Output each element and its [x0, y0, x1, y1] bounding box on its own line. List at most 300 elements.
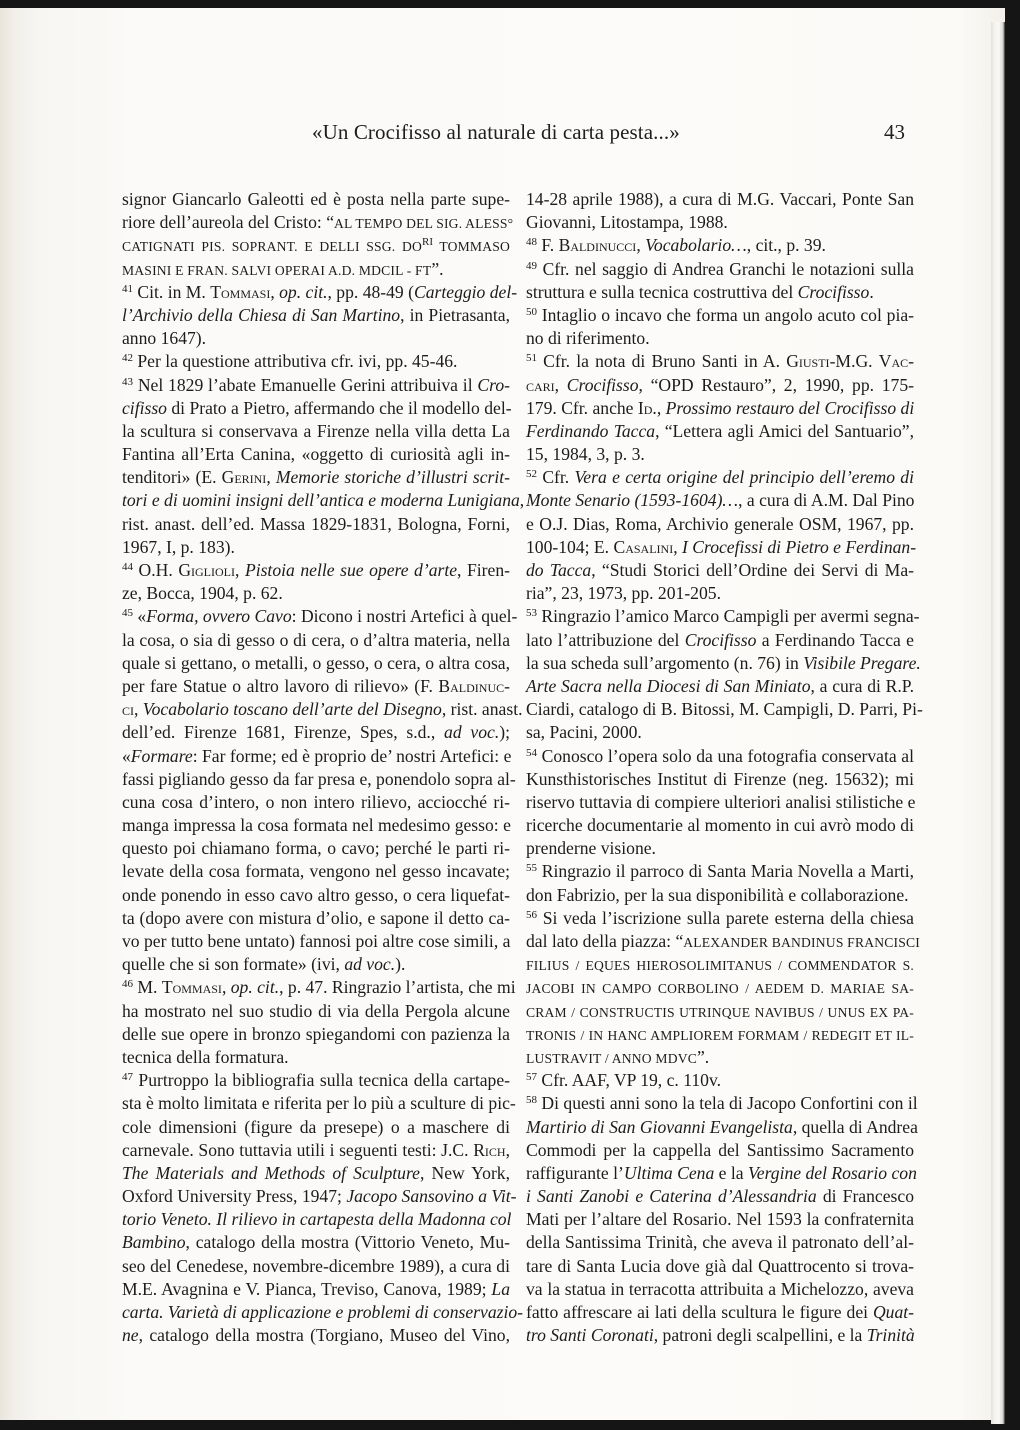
italic-text: Martirio di San Giovanni Evangelista: [526, 1116, 793, 1137]
text-line: [122, 443, 510, 466]
text-line: [526, 489, 914, 512]
text-line: [122, 721, 510, 744]
italic-text: Carteggio del-: [414, 281, 518, 302]
footnote-number: 51: [526, 352, 537, 365]
text-line: [526, 1301, 914, 1324]
text-line: [526, 374, 914, 397]
page-edge: [991, 22, 1005, 1424]
text-run: levate della cosa formata, vengono nel gesso incavate;: [122, 861, 510, 882]
text-line: [526, 211, 914, 234]
running-title: «Un Crocifisso al naturale di carta pesta...»: [312, 120, 680, 144]
text-run: , in Pietrasanta,: [400, 304, 511, 325]
text-line: [526, 281, 914, 304]
inscription-caps: MASINI E FRAN. SALVI OPERAI A.D. MDCIL - FT: [122, 262, 432, 278]
text-line: [526, 443, 914, 466]
text-line: [526, 768, 914, 791]
text-line: [526, 1278, 914, 1301]
text-run: -M.G.: [829, 351, 879, 372]
italic-text: Monte Senario (1593-1604)…: [526, 490, 739, 511]
text-run: ”.: [697, 1046, 710, 1067]
text-line: [526, 1162, 917, 1185]
text-line: [526, 605, 920, 628]
text-line: [526, 976, 914, 999]
text-run: ricerche documentarie al momento in cui avrò modo di: [526, 815, 914, 836]
italic-text: ad voc.: [444, 722, 500, 743]
text-line: [122, 907, 510, 930]
italic-text: Quat-: [872, 1302, 914, 1322]
footnote-number: 58: [526, 1094, 537, 1107]
text-run: fatto affrescare ai lati della scultura le figure dei: [526, 1302, 873, 1322]
text-run: ze, Bocca, 1904, p. 62.: [122, 583, 283, 604]
inscription-caps: ALEXANDER BANDINUS FRANCISCI: [683, 935, 920, 950]
text-run: ,: [505, 1139, 510, 1160]
text-run: ,: [519, 490, 525, 511]
text-run: Cit. in M.: [133, 281, 211, 302]
text-run: struttura e sulla tecnica costruttiva del: [526, 281, 798, 302]
italic-text: Jacopo Sansovino a Vit-: [346, 1186, 517, 1207]
text-run: ,: [554, 374, 567, 395]
inscription-caps: LUSTRAVIT / ANNO MDVC: [526, 1050, 697, 1066]
italic-text: Ferdinando Tacca: [526, 420, 656, 441]
text-line: [526, 559, 914, 582]
text-run: );: [499, 722, 510, 743]
italic-text: carta. Varietà di applicazione e problemi di conservazio-: [122, 1302, 524, 1322]
italic-text: Prossimo restauro del Crocifisso di: [665, 397, 915, 418]
text-line: [526, 1069, 914, 1092]
text-line: [122, 953, 510, 976]
footnote-number: 41: [122, 282, 133, 295]
text-line: [122, 884, 510, 907]
text-line: [122, 652, 510, 675]
text-run: riservo tuttavia di compiere ulteriori analisi stilistiche e: [526, 791, 916, 812]
text-run: dal lato della piazza: “: [526, 931, 684, 951]
text-run: Per la questione attributiva cfr. ivi, pp. 45-46.: [133, 351, 458, 372]
small-caps-name: Tommasi: [161, 977, 222, 998]
text-run: riore dell’aureola del Cristo: “: [122, 212, 335, 233]
text-run: la scultura si conservava a Firenze nella villa detta La: [122, 420, 510, 441]
text-run: ,: [636, 235, 646, 256]
book-page: [0, 8, 1005, 1420]
text-line: [526, 513, 914, 536]
text-run: «: [122, 745, 131, 766]
text-line: [122, 327, 510, 350]
text-line: [122, 1231, 510, 1254]
text-line: [122, 350, 510, 373]
text-run: rist. anast. dell’ed. Massa 1829-1831, Bologna, Forni,: [122, 513, 510, 534]
italic-text: l’Archivio della Chiesa di San Martino: [122, 304, 401, 325]
text-run: , “OPD Restauro”, 2, 1990, pp. 175-: [638, 374, 914, 395]
text-run: tare di Santa Lucia dove già dal Quattrocento si trova-: [526, 1255, 914, 1276]
italic-text: Forma, ovvero Cavo: [146, 606, 292, 627]
italic-text: Arte Sacra nella Diocesi di San Miniato: [526, 675, 811, 696]
text-line: [122, 605, 518, 628]
text-run: quale si gettano, o metalli, o gesso, o cera, o altra cosa,: [122, 652, 510, 673]
italic-text: tori e di uomini insigni dell’antica e moderna Lunigiana: [122, 490, 520, 511]
text-line: [526, 930, 920, 953]
text-run: ,: [656, 397, 666, 418]
footnote-number: 43: [122, 375, 133, 388]
italic-text: Ultima Cena: [623, 1162, 715, 1183]
text-line: [122, 1301, 524, 1324]
small-caps-name: Casalini: [613, 536, 674, 557]
running-head: [0, 120, 1005, 150]
text-line: [526, 698, 923, 721]
text-line: [526, 420, 914, 443]
text-line: [122, 1162, 510, 1185]
text-run: ).: [395, 954, 406, 975]
italic-text: do Tacca: [526, 560, 592, 580]
text-line: [526, 1023, 914, 1046]
italic-text: Crocifisso: [566, 374, 639, 395]
text-run: Giovanni, Litostampa, 1988.: [526, 212, 728, 233]
inscription-caps: AL TEMPO DEL SIG. ALESS°: [334, 216, 514, 232]
text-run: ,: [134, 699, 143, 720]
text-run: cuna cosa d’intero, o non intero rilievo, acciocché ri-: [122, 791, 510, 812]
text-line: [526, 350, 914, 373]
text-run: Ringrazio il parroco di Santa Maria Novella a Marti,: [537, 861, 914, 882]
text-line: [122, 1116, 510, 1139]
footnote-number: 46: [122, 978, 133, 991]
italic-text: Vera e certa origine del principio dell’eremo di: [574, 467, 914, 488]
footnote-number: 47: [122, 1071, 133, 1084]
text-run: a Ferdinando Tacca e: [756, 629, 914, 650]
italic-text: cifisso: [122, 397, 167, 418]
italic-text: Visibile Pregare.: [803, 652, 921, 673]
italic-text: op. cit.: [279, 281, 328, 302]
text-line: [526, 1046, 914, 1069]
text-line: [122, 1139, 510, 1162]
text-run: , quella di Andrea: [792, 1116, 918, 1137]
text-run: ,: [221, 977, 231, 998]
text-line: [122, 397, 510, 420]
italic-text: i Santi Zanobi e Caterina d’Alessandria: [526, 1186, 817, 1207]
text-line: [122, 304, 510, 327]
text-line: [526, 675, 914, 698]
text-line: [122, 489, 525, 512]
small-caps-name: Id.: [637, 397, 657, 418]
text-line: [122, 466, 510, 489]
text-line: [122, 1278, 510, 1301]
text-run: dell’ed. Firenze 1681, Firenze, Spes, s.d.,: [122, 722, 445, 743]
footnotes-column-left: [122, 188, 525, 1347]
inscription-caps: TRONIS / IN HANC AMPLIOREM FORMAM / REDEGIT ET IL-: [526, 1027, 914, 1043]
text-line: [526, 258, 914, 281]
text-line: [122, 814, 510, 837]
text-line: [122, 582, 510, 605]
text-line: [526, 397, 914, 420]
text-run: no di riferimento.: [526, 328, 650, 349]
text-run: ,: [270, 281, 280, 302]
text-run: 15, 1984, 3, p. 3.: [526, 444, 645, 465]
text-line: [526, 304, 914, 327]
small-caps-name: Vac-: [878, 351, 915, 372]
text-run: , “Studi Storici dell’Ordine dei Servi di Ma-: [591, 560, 914, 580]
text-line: [526, 327, 914, 350]
text-line: [526, 1139, 914, 1162]
text-run: M.: [133, 977, 162, 998]
text-run: ,: [266, 467, 276, 488]
text-run: , rist. anast.: [441, 699, 523, 720]
text-line: [526, 1116, 918, 1139]
text-line: [526, 860, 914, 883]
footnote-number: 56: [526, 908, 537, 921]
text-line: [526, 721, 914, 744]
text-line: [526, 745, 914, 768]
text-run: questo poi chiamano forma, o cavo; perché le parti ri-: [122, 838, 510, 859]
text-run: ,: [235, 560, 245, 580]
text-run: Kunsthistorisches Institut di Firenze (neg. 15632); mi: [526, 768, 914, 789]
small-caps-name: ci: [122, 699, 134, 720]
text-line: [122, 211, 514, 234]
italic-text: Formare: [130, 745, 193, 766]
text-run: delle sue opere in bronzo spiegandomi con pazienza la: [122, 1023, 510, 1044]
text-run: ”.: [431, 258, 444, 279]
text-run: Commodi per la cappella del Santissimo Sacramento: [526, 1139, 914, 1160]
italic-text: ne: [122, 1325, 139, 1346]
small-caps-name: Baldinucci: [558, 235, 637, 256]
text-run: tenditori» (E.: [122, 467, 222, 488]
text-run: Nel 1829 l’abate Emanuelle Gerini attribuiva il: [133, 374, 478, 395]
inscription-caps: CRAM / CONSTRUCTIS UTRINQUE NAVIBUS / UNUS EX PA-: [526, 1004, 914, 1020]
text-run: prenderne visione.: [526, 838, 656, 859]
text-line: [526, 188, 914, 211]
text-run: sta è molto limitata e riferita per lo più a sculture di pic-: [122, 1093, 516, 1114]
text-line: [526, 582, 914, 605]
text-run: , pp. 48-49 (: [327, 281, 414, 302]
footnote-number: 55: [526, 862, 537, 875]
text-run: , patroni degli scalpellini, e la: [653, 1325, 867, 1346]
text-run: tecnica della formatura.: [122, 1046, 289, 1067]
text-line: [526, 791, 914, 814]
text-run: «: [133, 606, 147, 627]
text-run: : Far forme; ed è proprio de’ nostri Artefici: e: [192, 745, 512, 766]
text-run: 14-28 aprile 1988), a cura di M.G. Vaccari, Ponte San: [526, 189, 914, 209]
small-caps-name: Giglioli: [178, 560, 235, 580]
text-line: [122, 1023, 510, 1046]
text-line: [122, 1185, 517, 1208]
text-line: [526, 652, 921, 675]
italic-text: Memorie storiche d’illustri scrit-: [275, 467, 511, 488]
inscription-caps: FILIUS / EQUES HIEROSOLIMITANUS / COMMENDATOR S.: [526, 958, 914, 974]
italic-text: I Crocefissi di Pietro e Ferdinan-: [682, 536, 917, 557]
text-run: : Dicono i nostri Artefici à quel-: [291, 606, 518, 627]
text-run: , catalogo della mostra (Torgiano, Museo del Vino,: [138, 1325, 510, 1346]
text-line: [122, 1092, 516, 1115]
text-line: [122, 1255, 510, 1278]
text-run: F.: [537, 235, 559, 256]
text-run: Cfr. la nota di Bruno Santi in A.: [537, 351, 787, 372]
footnote-number: 45: [122, 607, 133, 620]
footnote-number: 53: [526, 607, 537, 620]
text-line: [526, 1000, 914, 1023]
italic-text: Crocifisso: [684, 629, 757, 650]
page-number: 43: [884, 120, 905, 144]
text-line: [122, 420, 510, 443]
text-run: Conosco l’opera solo da una fotografia conservata al: [537, 745, 914, 766]
small-caps-name: Tommasi: [210, 281, 271, 302]
text-line: [526, 814, 914, 837]
italic-text: La: [491, 1278, 510, 1299]
text-run: Di questi anni sono la tela di Jacopo Confortini con il: [537, 1093, 918, 1114]
text-run: 179. Cfr. anche: [526, 397, 638, 418]
text-run: vo per tutto bene untato) fannosi poi altre cose simili, a: [122, 931, 511, 951]
footnote-number: 54: [526, 746, 537, 759]
text-run: , a cura di R.P.: [810, 675, 914, 696]
text-line: [122, 1208, 510, 1231]
small-caps-name: Giusti: [786, 351, 830, 372]
text-line: [526, 1324, 914, 1347]
text-line: [122, 536, 510, 559]
text-run: manga impressa la cosa formata nel medesimo gesso: e: [122, 815, 511, 836]
text-run: Mati per l’altare del Rosario. Nel 1593 la confraternita: [526, 1209, 914, 1230]
text-line: [526, 837, 914, 860]
footnote-number: 57: [526, 1071, 537, 1084]
italic-text: Vocabolario…: [645, 235, 747, 256]
italic-text: Vocabolario toscano dell’arte del Disegno: [142, 699, 442, 720]
text-run: , cit., p. 39.: [746, 235, 826, 256]
text-line: [122, 1000, 510, 1023]
text-run: seo del Cenedese, novembre-dicembre 1989), a cura di: [122, 1255, 510, 1276]
text-line: [122, 930, 510, 953]
text-run: 1967, I, p. 183).: [122, 536, 235, 557]
text-line: [122, 837, 510, 860]
italic-text: Crocifisso: [797, 281, 870, 302]
text-run: la cosa, o sia di gesso o di cera, o d’altra materia, nella: [122, 629, 510, 650]
text-run: della Santissima Trinità, che aveva il patronato dell’al-: [526, 1232, 914, 1253]
text-line: [526, 536, 917, 559]
text-line: [122, 629, 510, 652]
footnote-number: 48: [526, 236, 537, 249]
text-run: Ringrazio l’amico Marco Campigli per avermi segna-: [537, 606, 920, 627]
italic-text: Cro-: [477, 374, 510, 395]
text-run: cole dimensioni (figure da presepe) o a maschere di: [122, 1116, 510, 1137]
text-run: ,: [673, 536, 683, 557]
italic-text: tro Santi Coronati: [526, 1325, 654, 1346]
text-run: , Firen-: [457, 560, 510, 580]
text-run: , catalogo della mostra (Vittorio Veneto, Mu-: [185, 1232, 510, 1253]
footnote-number: 49: [526, 259, 537, 272]
inscription-caps: TOMMASO: [433, 239, 511, 255]
text-line: [526, 1092, 918, 1115]
text-line: [122, 1069, 510, 1092]
text-line: [122, 791, 510, 814]
text-run: sa, Pacini, 2000.: [526, 722, 642, 743]
text-line: [526, 1208, 914, 1231]
text-run: ria”, 23, 1973, pp. 201-205.: [526, 583, 721, 604]
footnote-number: 42: [122, 352, 133, 365]
text-run: , p. 47. Ringrazio l’artista, che mi: [279, 977, 516, 998]
small-caps-name: Baldinuc-: [438, 675, 510, 696]
footnote-number: 52: [526, 468, 537, 481]
text-line: [526, 466, 914, 489]
text-line: [122, 745, 510, 768]
small-caps-name: Rich: [473, 1139, 506, 1160]
text-run: anno 1647).: [122, 328, 207, 349]
text-run: carnevale. Sono tuttavia utili i seguenti testi: J.C.: [122, 1139, 474, 1160]
italic-text: Vergine del Rosario con: [747, 1162, 917, 1183]
text-line: [122, 768, 516, 791]
footnote-number: RI: [422, 236, 434, 249]
text-run: la sua scheda sull’argomento (n. 76) in: [526, 652, 804, 673]
text-line: [526, 629, 914, 652]
text-line: [122, 513, 510, 536]
text-run: don Fabrizio, per la sua disponibilità e collaborazione.: [526, 884, 909, 905]
italic-text: The Materials and Methods of Sculpture: [122, 1162, 420, 1183]
text-line: [526, 1255, 914, 1278]
text-run: di Francesco: [816, 1186, 914, 1207]
small-caps-name: Gerini: [221, 467, 267, 488]
text-line: [122, 976, 516, 999]
text-run: Fantina all’Erta Canina, «oggetto di curiosità agli in-: [122, 444, 510, 465]
text-run: raffigurante l’: [526, 1162, 624, 1183]
text-line: [526, 234, 914, 257]
italic-text: Pistoia nelle sue opere d’arte: [244, 560, 458, 580]
italic-text: torio Veneto. Il rilievo in cartapesta della Madonna col: [122, 1209, 512, 1230]
text-line: [122, 675, 510, 698]
text-line: [122, 188, 510, 211]
text-line: [122, 1324, 510, 1347]
inscription-caps: JACOBI IN CAMPO CORBOLINO / AEDEM D. MARIAE SA-: [526, 981, 914, 997]
text-line: [122, 860, 510, 883]
text-run: signor Giancarlo Galeotti ed è posta nella parte supe-: [122, 189, 510, 209]
italic-text: Trinità: [866, 1325, 915, 1346]
text-line: [122, 559, 510, 582]
footnotes-column-right: [526, 188, 923, 1347]
text-run: Cfr. AAF, VP 19, c. 110v.: [537, 1070, 721, 1091]
text-line: [122, 374, 510, 397]
text-run: Intaglio o incavo che forma un angolo acuto col pia-: [537, 304, 914, 325]
text-run: Purtroppo la bibliografia sulla tecnica della cartape-: [133, 1070, 510, 1091]
text-run: quelle che si son formate» (ivi,: [122, 954, 345, 975]
text-line: [526, 884, 914, 907]
text-run: O.H.: [133, 560, 179, 580]
text-run: Ciardi, catalogo di B. Bitossi, M. Campigli, D. Parri, Pi-: [526, 699, 923, 720]
text-run: 100-104; E.: [526, 536, 614, 557]
text-line: [526, 953, 914, 976]
text-line: [122, 234, 510, 257]
text-line: [526, 1185, 914, 1208]
text-run: va la statua in terracotta attribuita a Michelozzo, aveva: [526, 1278, 914, 1299]
text-run: onde ponendo in esso cavo altro gesso, o cera liquefat-: [122, 884, 510, 905]
text-run: .: [869, 281, 874, 302]
text-run: Oxford University Press, 1947;: [122, 1186, 347, 1207]
text-run: , a cura di A.M. Dal Pino: [738, 490, 915, 511]
footnote-number: 50: [526, 305, 537, 318]
footnote-number: 44: [122, 561, 133, 573]
text-run: , New York,: [419, 1162, 510, 1183]
text-line: [122, 1046, 510, 1069]
text-run: Cfr.: [537, 467, 575, 488]
text-line: [526, 1231, 914, 1254]
text-line: [122, 698, 523, 721]
text-run: Cfr. nel saggio di Andrea Granchi le notazioni sulla: [537, 258, 914, 279]
text-line: [122, 258, 510, 281]
text-line: [122, 281, 518, 304]
text-run: Si veda l’iscrizione sulla parete esterna della chiesa: [537, 907, 914, 928]
inscription-caps: CATIGNATI PIS. SOPRANT. E DELLI SSG. DO: [122, 239, 423, 255]
italic-text: Bambino: [122, 1232, 186, 1253]
italic-text: op. cit.: [230, 977, 280, 998]
text-run: di Prato a Pietro, affermando che il modello del-: [166, 397, 512, 418]
italic-text: ad voc.: [344, 954, 396, 975]
text-run: ha mostrato nel suo studio di via della Pergola alcune: [122, 1000, 510, 1021]
text-run: lato l’attribuzione del: [526, 629, 685, 650]
text-run: e O.J. Dias, Roma, Archivio generale OSM, 1967, pp.: [526, 513, 914, 534]
text-run: ta (dopo avere con mistura d’olio, e sapone il detto ca-: [122, 907, 510, 928]
text-run: fassi pigliando gesso da far presa e, ponendolo sopra al-: [122, 768, 516, 789]
small-caps-name: cari: [526, 374, 555, 395]
text-run: per fare Statue o altro lavoro di rilievo» (F.: [122, 675, 439, 696]
